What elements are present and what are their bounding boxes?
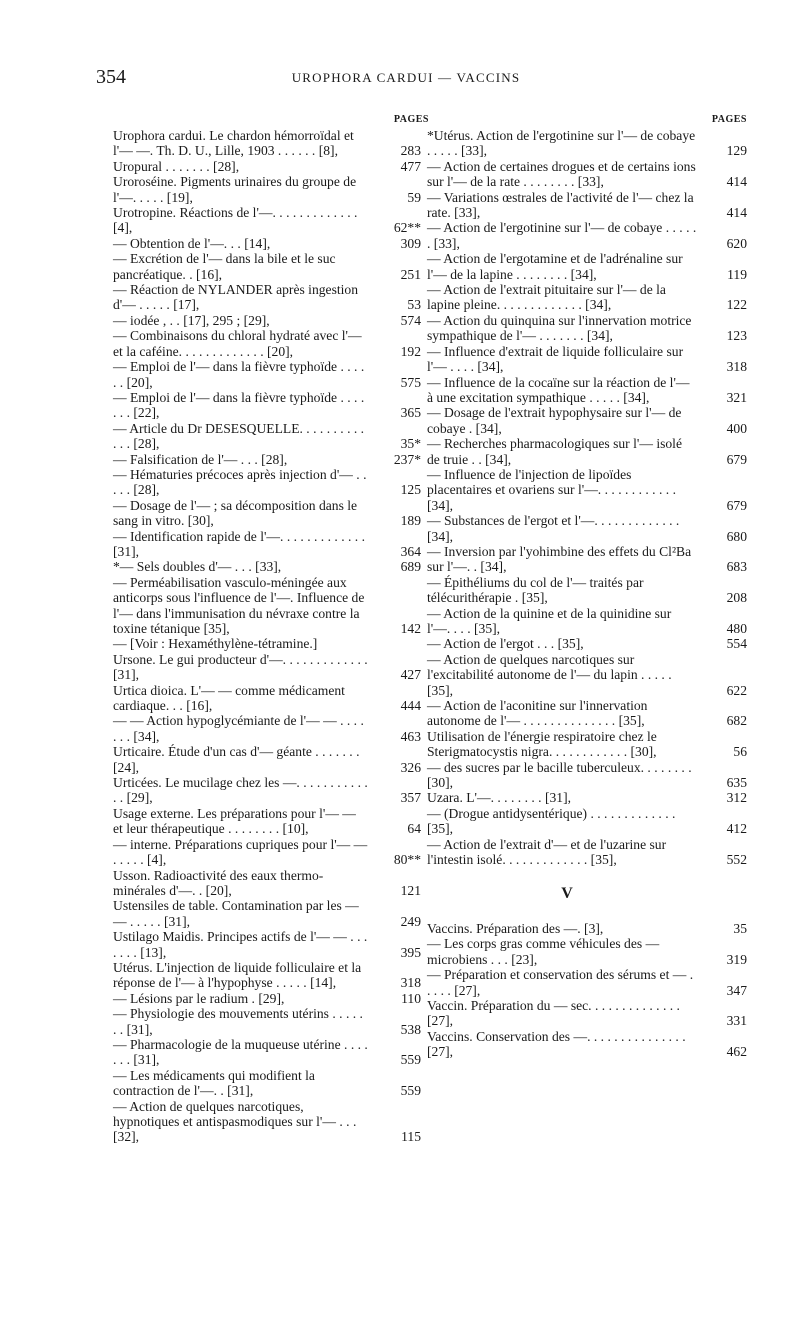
page-reference: 395	[400, 944, 421, 960]
page-reference: 574	[400, 312, 421, 328]
index-entry-text: — Pharmacologie de la muqueuse utérine . . . . . . . [31],	[113, 1036, 368, 1068]
page-number: 354	[96, 66, 126, 88]
index-entry-text: Utilisation de l'énergie respiratoire chez le Sterigmatocystis nigra. . . . . . . . . . . . [30],	[427, 728, 657, 760]
running-title: UROPHORA CARDUI — VACCINS	[291, 70, 521, 85]
index-entry-text: — Perméabilisation vasculo-méningée aux anticorps sous l'influence de l'—. Influence de l'— dans l'immunisation du névraxe contre la toxine tétanique [35],	[113, 574, 365, 636]
page-reference: 444	[400, 698, 421, 714]
index-entry-text: — Action de l'extrait d'— et de l'uzarine sur l'intestin isolé. . . . . . . . . . . . . [35],	[427, 836, 667, 868]
index-entry-text: — Lésions par le radium . [29],	[113, 990, 285, 1006]
index-entry-text: — Épithéliums du col de l'— traités par télécurithérapie . [35],	[427, 574, 644, 606]
index-entry-text: Urticaire. Étude d'un cas d'— géante . . . . . . . [24],	[113, 744, 360, 775]
section-letter: V	[561, 884, 573, 902]
page-reference: 62**	[393, 220, 421, 236]
index-entry	[113, 652, 429, 683]
index-entry	[113, 575, 429, 637]
page-reference: 679	[726, 451, 747, 467]
index-entry	[113, 328, 429, 359]
index-entry	[113, 636, 429, 651]
page-reference: 318	[400, 975, 421, 991]
page-reference: 326	[400, 759, 421, 775]
index-column-right	[427, 112, 747, 1060]
index-entry-text: — Action de l'ergotamine et de l'adrénaline sur l'— de la lapine . . . . . . . . [34],	[427, 251, 683, 282]
page-reference: 347	[726, 982, 747, 998]
index-entry-text: — iodée , . . [17], 295 ; [29],	[113, 312, 270, 328]
index-entry-text: — — Action hypoglycémiante de l'— — . . . . . . . [34],	[113, 713, 364, 744]
index-entry	[427, 636, 747, 651]
page-reference: 680	[726, 528, 747, 544]
index-entry-text: — Les médicaments qui modifient la contraction de l'—. . [31],	[113, 1067, 315, 1099]
index-entry	[427, 159, 747, 190]
index-entry-text: Usage externe. Les préparations pour l'— — et leur thérapeutique . . . . . . . . [10],	[113, 805, 356, 837]
index-entry	[427, 1029, 747, 1060]
index-entry	[427, 790, 747, 805]
index-entry	[113, 775, 429, 806]
page-reference: 122	[726, 297, 747, 313]
index-entry-text: Vaccins. Préparation des —. [3],	[427, 920, 604, 936]
page-reference: 622	[726, 682, 747, 698]
page-reference: 427	[400, 667, 421, 683]
page-reference: 365	[400, 405, 421, 421]
index-entry-text: — Variations œstrales de l'activité de l'— chez la rate. [33],	[427, 189, 694, 221]
index-entry-text: Urotropine. Réactions de l'—. . . . . . . . . . . . . [4],	[113, 205, 358, 236]
page-reference: 414	[726, 174, 747, 190]
index-entry-text: Uroroséine. Pigments urinaires du groupe de l'—. . . . . [19],	[113, 174, 357, 205]
page-reference: 64	[407, 821, 421, 837]
index-entry-list	[427, 128, 747, 868]
index-entry	[113, 868, 429, 899]
index-entry	[427, 544, 747, 575]
index-entry-text: — des sucres par le bacille tuberculeux. . . . . . . . [30],	[427, 759, 692, 791]
page-reference: 552	[726, 852, 747, 868]
page-reference: 575	[400, 374, 421, 390]
page-reference: 480	[726, 621, 747, 636]
index-entry-text: — Action de l'extrait pituitaire sur l'— de la lapine pleine. . . . . . . . . . . . . [34],	[427, 282, 666, 313]
page-reference: 129	[726, 143, 747, 159]
index-entry	[113, 205, 429, 236]
index-entry	[113, 390, 429, 421]
page-reference: 56	[733, 744, 747, 760]
index-entry	[113, 1006, 429, 1037]
index-entry-text: — Article du Dr DESESQUELLE. . . . . . . . . . . . . [28],	[113, 420, 365, 452]
page-reference: 189	[400, 513, 421, 529]
page-reference: 80**	[393, 852, 421, 868]
page-reference: 682	[726, 713, 747, 729]
index-entry-text: — Influence de la cocaïne sur la réaction de l'— à une excitation sympathique . . . . . [34],	[427, 374, 690, 405]
page-reference: 142	[400, 621, 421, 636]
index-entry-text: Utérus. L'injection de liquide folliculaire et la réponse de l'— à l'hypophyse . . . . . [14],	[113, 959, 362, 991]
page-reference: 357	[400, 790, 421, 806]
page-reference: 414	[726, 205, 747, 221]
index-entry-text: — Action de la quinine et de la quinidine sur l'—. . . . [35],	[427, 605, 672, 636]
index-entry-text: — Obtention de l'—. . . [14],	[113, 235, 271, 251]
page-reference: 689	[400, 559, 421, 575]
page-reference: 554	[726, 636, 747, 652]
index-entry-text: — Influence de l'injection de lipoïdes placentaires et ovariens sur l'—. . . . . . . . . . . . [34],	[427, 466, 676, 513]
index-entry-text: — Préparation et conservation des sérums et — . . . . . [27],	[427, 967, 694, 998]
index-entry	[113, 128, 429, 159]
index-column-left	[113, 112, 429, 1145]
index-entry	[427, 998, 747, 1029]
index-entry	[427, 220, 747, 251]
index-entry-text: — Emploi de l'— dans la fièvre typhoïde . . . . . . [20],	[113, 359, 365, 390]
page-reference: 121	[400, 882, 421, 898]
index-entry-text: — Identification rapide de l'—. . . . . . . . . . . . . [31],	[113, 528, 365, 559]
index-entry	[427, 921, 747, 936]
index-entry-text: Ursone. Le gui producteur d'—. . . . . . . . . . . . . [31],	[113, 651, 368, 683]
index-entry-text: Urtica dioica. L'— — comme médicament cardiaque. . . [16],	[113, 682, 345, 714]
index-entry	[113, 837, 429, 868]
index-entry	[113, 452, 429, 467]
index-entry	[427, 344, 747, 375]
index-entry-text: — Action de quelques narcotiques, hypnotiques et antispasmodiques sur l'— . . . [32],	[113, 1098, 357, 1145]
index-entry	[113, 159, 429, 174]
page-reference: 635	[726, 775, 747, 791]
index-entry	[113, 1037, 429, 1068]
page-reference: 318	[726, 359, 747, 375]
index-entry	[113, 359, 429, 390]
page-reference: 462	[726, 1044, 747, 1060]
index-entry-text: Ustensiles de table. Contamination par les — — . . . . . [31],	[113, 898, 359, 929]
page-reference: 538	[400, 1021, 421, 1037]
index-entry	[427, 313, 747, 344]
index-entry	[427, 282, 747, 313]
index-entry	[113, 467, 429, 498]
index-entry-text: Urophora cardui. Le chardon hémorroïdal et l'— —. Th. D. U., Lille, 1903 . . . . . . [8],	[113, 128, 354, 159]
page-reference: 309	[400, 235, 421, 251]
page-reference: 35	[733, 920, 747, 936]
index-entry-text: — Emploi de l'— dans la fièvre typhoïde . . . . . . . [22],	[113, 389, 365, 421]
index-entry-text: Ustilago Maidis. Principes actifs de l'— — . . . . . . . [13],	[113, 929, 368, 960]
index-entry	[427, 436, 747, 467]
index-entry	[113, 806, 429, 837]
page-reference: 123	[726, 328, 747, 344]
page-reference: 192	[400, 343, 421, 359]
index-entry-text: — interne. Préparations cupriques pour l'— — . . . . . [4],	[113, 836, 368, 868]
index-entry	[427, 652, 747, 698]
index-entry-text: — Action de certaines drogues et de certains ions sur l'— de la rate . . . . . . . . [33],	[427, 158, 696, 190]
index-entry-text: — Action de quelques narcotiques sur l'excitabilité autonome de l'— du lapin . . . . . [35],	[427, 651, 672, 698]
page-reference: 364	[400, 543, 421, 559]
index-entry-text: — Les corps gras comme véhicules des — microbiens . . . [23],	[427, 936, 660, 967]
page-reference: 208	[726, 590, 747, 606]
index-entry-text: Urticées. Le mucilage chez les —. . . . . . . . . . . . . [29],	[113, 775, 368, 806]
index-entry	[113, 251, 429, 282]
page-reference: 249	[400, 913, 421, 929]
page-reference: 115	[401, 1129, 421, 1145]
index-entry-text: Vaccin. Préparation du — sec. . . . . . . . . . . . . . [27],	[427, 997, 680, 1029]
index-entry	[113, 991, 429, 1006]
page-reference: 412	[726, 821, 747, 837]
page-reference: 679	[726, 497, 747, 513]
index-entry-text: *— Sels doubles d'— . . . [33],	[113, 559, 282, 575]
index-entry	[427, 760, 747, 791]
index-entry	[427, 467, 747, 513]
page-reference: 620	[726, 235, 747, 251]
index-entry	[427, 967, 747, 998]
index-entry	[113, 174, 429, 205]
index-entry-text: — Physiologie des mouvements utérins . . . . . . . [31],	[113, 1006, 363, 1037]
page-reference: 321	[726, 389, 747, 405]
page-reference: 463	[400, 728, 421, 744]
index-entry	[113, 1068, 429, 1099]
index-entry	[113, 1099, 429, 1145]
index-entry	[427, 837, 747, 868]
index-entry	[113, 960, 429, 991]
page-reference: 319	[726, 951, 747, 967]
index-entry-text: — Action du quinquina sur l'innervation motrice sympathique de l'— . . . . . . . [34],	[427, 312, 692, 344]
index-entry	[113, 282, 429, 313]
page-reference: 331	[726, 1013, 747, 1029]
index-entry-text: — [Voir : Hexaméthylène-tétramine.]	[113, 636, 318, 652]
index-entry	[427, 806, 747, 837]
index-entry-text: Uzara. L'—. . . . . . . . [31],	[427, 790, 572, 806]
index-entry-list	[427, 921, 747, 1060]
index-entry	[427, 575, 747, 606]
page-reference: 559	[400, 1052, 421, 1068]
page-reference: 53	[407, 297, 421, 313]
page-reference: 59	[407, 189, 421, 205]
page-reference: 251	[400, 266, 421, 282]
index-entry	[113, 713, 429, 744]
page-header	[96, 66, 716, 90]
index-entry-text: — Action de l'aconitine sur l'innervation autonome de l'— . . . . . . . . . . . . . . [35],	[427, 698, 648, 729]
index-entry-text: — Substances de l'ergot et l'—. . . . . . . . . . . . . [34],	[427, 513, 680, 544]
index-entry-text: — Excrétion de l'— dans la bile et le suc pancréatique. . [16],	[113, 251, 336, 282]
index-entry-text: — Dosage de l'— ; sa décomposition dans le sang in vitro. [30],	[113, 497, 358, 529]
index-entry-text: Uropural . . . . . . . [28],	[113, 158, 240, 174]
index-entry-text: — Action de l'ergot . . . [35],	[427, 636, 584, 652]
pages-column-heading: PAGES	[711, 114, 747, 125]
page-reference: 283	[400, 143, 421, 159]
index-entry	[113, 421, 429, 452]
index-entry	[427, 128, 747, 159]
index-entry	[113, 313, 429, 328]
index-entry	[427, 513, 747, 544]
page-reference: 683	[726, 559, 747, 575]
index-entry-text: — Recherches pharmacologiques sur l'— isolé de truie . . [34],	[427, 436, 682, 467]
index-entry-list	[113, 128, 429, 1145]
index-entry-text: — Influence d'extrait de liquide folliculaire sur l'— . . . . [34],	[427, 343, 684, 375]
index-entry	[427, 936, 747, 967]
page-reference: 312	[726, 790, 747, 806]
index-entry-text: — Hématuries précoces après injection d'— . . . . . [28],	[113, 466, 367, 498]
index-entry-text: — Action de l'ergotinine sur l'— de cobaye . . . . . . [33],	[427, 220, 697, 251]
index-entry	[113, 683, 429, 714]
index-entry	[427, 405, 747, 436]
page-reference: 559	[400, 1083, 421, 1099]
index-entry	[427, 251, 747, 282]
index-entry-text: — Inversion par l'yohimbine des effets du Cl²Ba sur l'—. . [34],	[427, 543, 692, 575]
index-entry-text: — Réaction de NYLANDER après ingestion d'— . . . . . [17],	[113, 282, 359, 313]
page-reference: 477	[400, 158, 421, 174]
index-entry-text: — (Drogue antidysentérique) . . . . . . . . . . . . . [35],	[427, 805, 676, 837]
page-reference: 119	[727, 266, 747, 282]
index-entry	[113, 744, 429, 775]
page-reference: 35*	[400, 436, 421, 452]
page-reference: 237*	[393, 451, 421, 467]
index-entry	[113, 929, 429, 960]
pages-column-heading: PAGES	[393, 114, 429, 125]
index-entry	[427, 698, 747, 729]
index-entry	[113, 559, 429, 574]
index-entry	[113, 498, 429, 529]
index-entry	[113, 529, 429, 560]
page-reference: 125	[400, 482, 421, 498]
index-entry-text: Vaccins. Conservation des —. . . . . . . . . . . . . . .[27],	[427, 1028, 686, 1060]
page-reference: 400	[726, 420, 747, 436]
index-entry-text: — Falsification de l'— . . . [28],	[113, 451, 288, 467]
index-entry-text: — Dosage de l'extrait hypophysaire sur l'— de cobaye . [34],	[427, 405, 682, 436]
index-entry	[113, 898, 429, 929]
index-entry-text: — Combinaisons du chloral hydraté avec l'— et la caféine. . . . . . . . . . . . . [20],	[113, 328, 362, 359]
index-entry	[427, 606, 747, 637]
index-entry	[427, 375, 747, 406]
index-entry	[113, 236, 429, 251]
index-entry-text: *Utérus. Action de l'ergotinine sur l'— de cobaye . . . . . [33],	[427, 128, 696, 159]
index-entry	[427, 729, 747, 760]
index-entry	[427, 190, 747, 221]
index-entry-text: Usson. Radioactivité des eaux thermo-minérales d'—. . [20],	[113, 867, 324, 898]
page-reference: 110	[401, 990, 421, 1006]
